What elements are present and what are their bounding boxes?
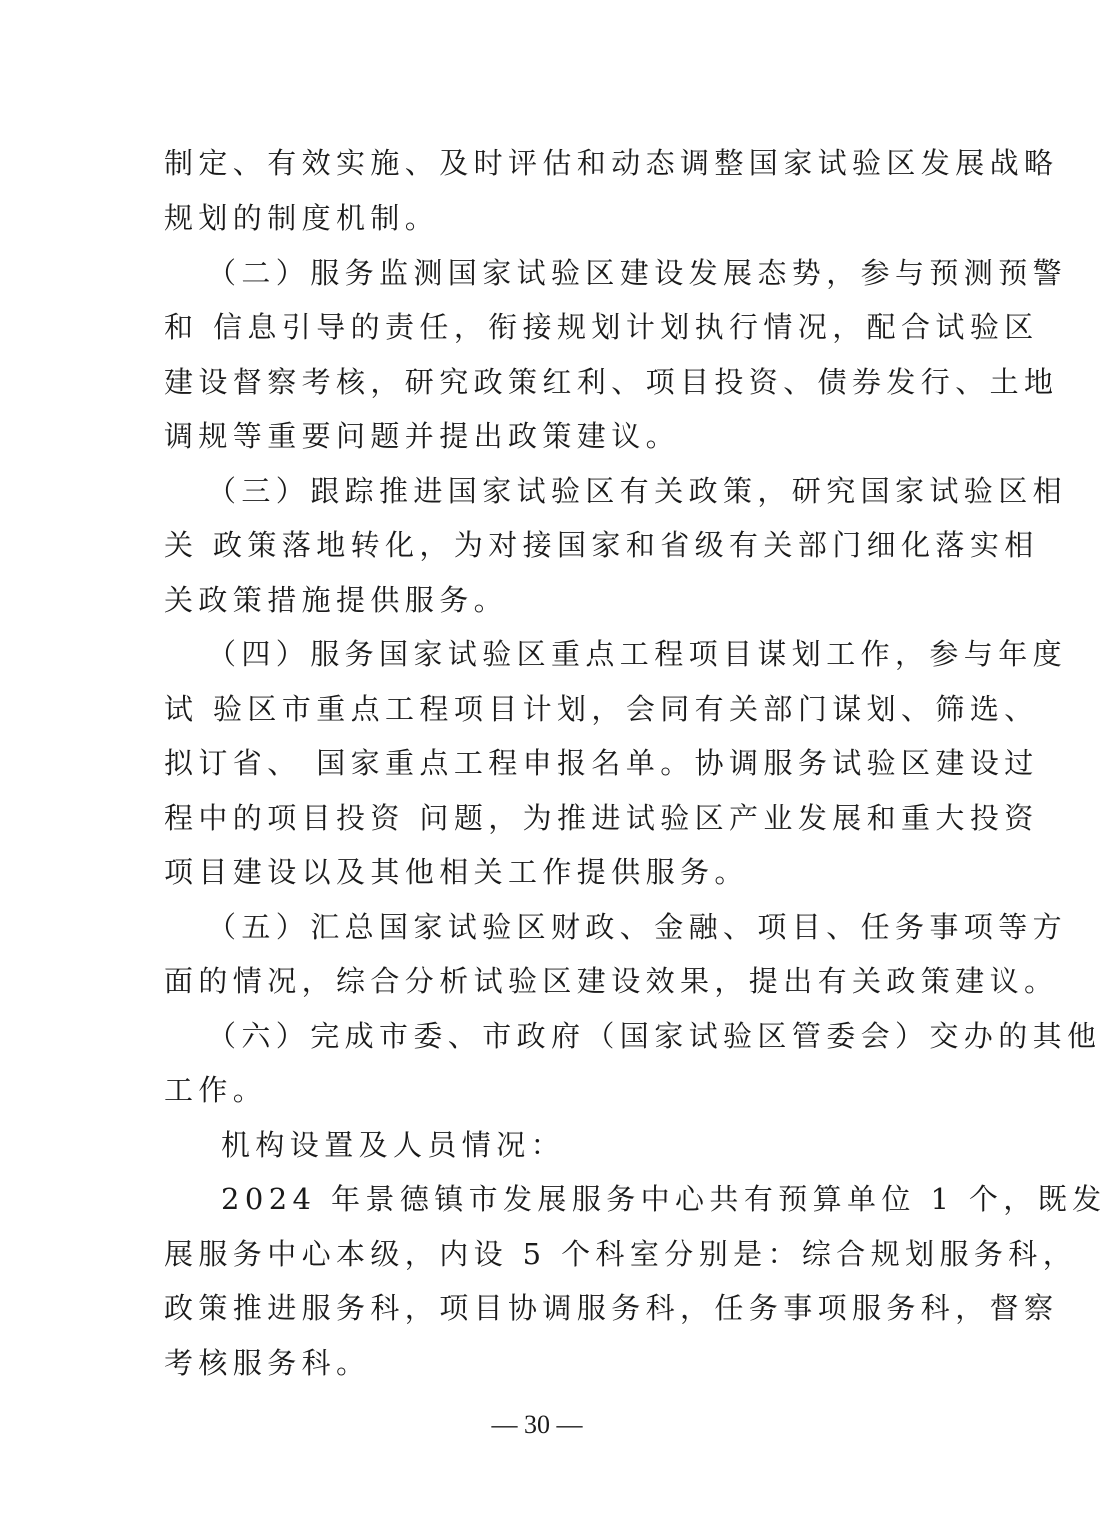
page-number: — 30 — — [491, 1410, 583, 1439]
text-line: 拟订省、 国家重点工程申报名单。协调服务试验区建设过 — [164, 746, 1039, 780]
text-line: 和 信息引导的责任，衔接规划计划执行情况，配合试验区 — [164, 310, 1039, 344]
text-line: 展服务中心本级，内设 5 个科室分别是：综合规划服务科， — [164, 1237, 1078, 1271]
paragraph-2-line: （二）服务监测国家试验区建设发展态势，参与预测预警 — [207, 256, 1068, 290]
text-line: 工作。 — [164, 1073, 268, 1107]
paragraph-3-line: （三）跟踪推进国家试验区有关政策，研究国家试验区相 — [207, 474, 1068, 508]
text-line: 面的情况，综合分析试验区建设效果，提出有关政策建议。 — [164, 964, 1059, 998]
paragraph-6-line: （六）完成市委、市政府（国家试验区管委会）交办的其他 — [207, 1019, 1102, 1053]
text-line: 项目建设以及其他相关工作提供服务。 — [164, 855, 749, 889]
text-line: 考核服务科。 — [164, 1346, 371, 1380]
text-line: 关政策措施提供服务。 — [164, 583, 509, 617]
paragraph-7-line: 2024 年景德镇市发展服务中心共有预算单位 1 个，既发 — [221, 1182, 1107, 1216]
text-line: 试 验区市重点工程项目计划，会同有关部门谋划、筛选、 — [164, 692, 1039, 726]
text-line: 规划的制度机制。 — [164, 201, 440, 235]
paragraph-4-line: （四）服务国家试验区重点工程项目谋划工作，参与年度 — [207, 637, 1068, 671]
paragraph-5-line: （五）汇总国家试验区财政、金融、项目、任务事项等方 — [207, 910, 1068, 944]
text-line: 制定、有效实施、及时评估和动态调整国家试验区发展战略 — [164, 146, 1059, 180]
text-line: 建设督察考核，研究政策红利、项目投资、债券发行、土地 — [164, 365, 1059, 399]
text-line: 程中的项目投资 问题，为推进试验区产业发展和重大投资 — [164, 801, 1039, 835]
text-line: 政策推进服务科，项目协调服务科，任务事项服务科，督察 — [164, 1291, 1059, 1325]
section-heading: 机构设置及人员情况： — [221, 1128, 566, 1162]
text-line: 调规等重要问题并提出政策建议。 — [164, 419, 681, 453]
text-line: 关 政策落地转化，为对接国家和省级有关部门细化落实相 — [164, 528, 1039, 562]
